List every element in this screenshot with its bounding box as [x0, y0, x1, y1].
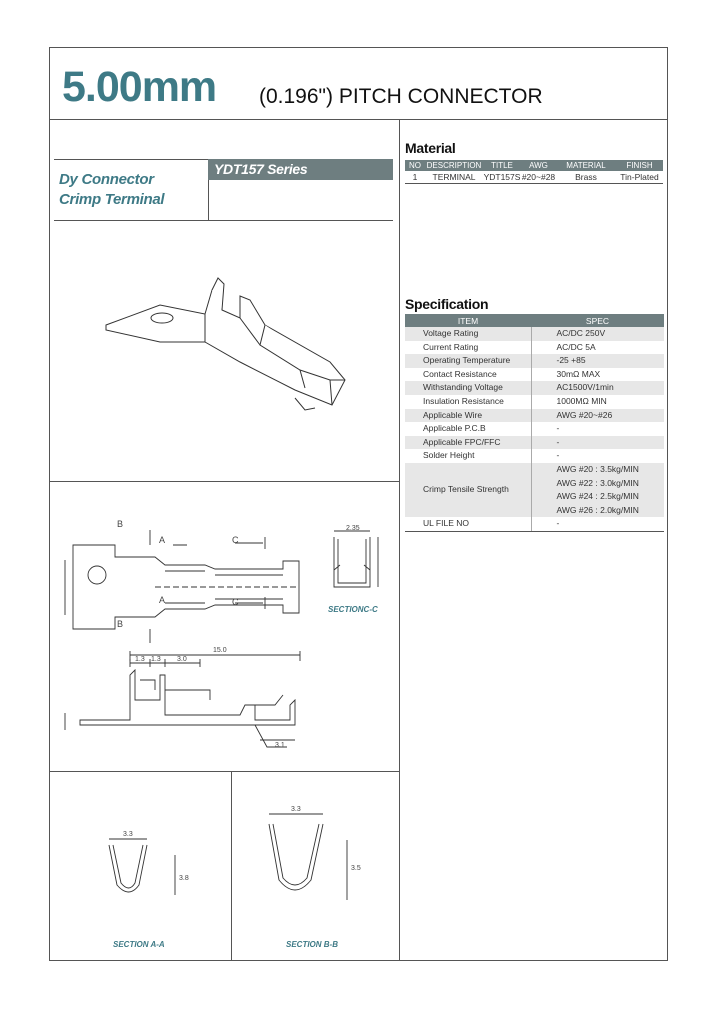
cell-material: Brass — [556, 171, 616, 184]
side-outline — [80, 670, 295, 725]
table-row — [405, 368, 664, 382]
table-row — [405, 381, 664, 395]
series-label: YDT157 Series — [208, 159, 393, 180]
dim-13a-label: 1.3 — [135, 656, 145, 663]
cell-title: YDT157S — [483, 172, 521, 182]
table-row — [405, 436, 664, 450]
table-row — [405, 409, 664, 423]
spec-item: Applicable P.C.B — [423, 423, 486, 434]
table-row — [405, 171, 663, 184]
spec-value: 30mΩ MAX — [531, 368, 664, 382]
product-box-bottom — [54, 220, 393, 221]
section-bb-dim — [269, 814, 347, 900]
table-row — [405, 327, 664, 341]
material-table — [405, 160, 663, 184]
section-bb-caption: SECTION B-B — [286, 940, 338, 949]
specification-title: Specification — [405, 296, 489, 312]
product-name: Dy Connector — [59, 171, 154, 188]
table-row — [405, 395, 664, 409]
label-b-top: B — [117, 519, 124, 529]
col-spec: SPEC — [531, 314, 664, 327]
label-b-bottom: B — [117, 619, 124, 629]
label-a-bottom: A — [159, 595, 166, 605]
spec-item: Contact Resistance — [423, 368, 497, 379]
col-no: NO — [405, 160, 425, 171]
spec-value: - — [531, 422, 664, 436]
material-header-row — [405, 160, 663, 171]
table-row — [405, 341, 664, 355]
specification-table — [405, 314, 664, 532]
dim-235-label: 2.35 — [346, 525, 360, 532]
spec-value: - — [531, 517, 664, 531]
tensile-line: AWG #22 : 3.0kg/MIN — [556, 477, 639, 488]
section-cc-profile — [334, 537, 370, 587]
spec-value: AC/DC 5A — [531, 341, 664, 355]
iso-view-bottom — [49, 481, 399, 482]
col-finish: FINISH — [616, 160, 663, 171]
cell-awg: #20~#28 — [521, 172, 556, 182]
spec-value: - — [531, 449, 664, 463]
section-cc-drawing — [320, 525, 390, 600]
spec-item: Applicable FPC/FFC — [405, 436, 531, 450]
col-item: ITEM — [405, 314, 531, 327]
cell-no: 1 — [405, 171, 425, 184]
label-c-bottom: C — [232, 597, 239, 607]
table-row — [405, 422, 664, 436]
section-a-mark — [150, 530, 187, 643]
material-title: Material — [405, 140, 456, 156]
dim-35-label: 3.5 — [351, 865, 361, 872]
terminal-tab — [106, 305, 210, 342]
section-bb-drawing — [255, 800, 365, 905]
table-row — [405, 517, 664, 531]
spec-item: Solder Height — [423, 450, 475, 461]
pitch-subtitle: (0.196") PITCH CONNECTOR — [259, 85, 543, 108]
product-type: Crimp Terminal — [59, 191, 165, 208]
spec-item: Current Rating — [423, 341, 479, 352]
plan-hole — [88, 566, 106, 584]
section-aa-drawing — [95, 825, 195, 905]
spec-value: AWG #20~#26 — [531, 409, 664, 423]
dim-15-label: 15.0 — [213, 647, 227, 654]
terminal-iso-drawing — [100, 270, 360, 420]
tensile-line: AWG #26 : 2.0kg/MIN — [556, 504, 639, 515]
dim-31-label: 3.1 — [275, 742, 285, 749]
plan-view-bottom — [49, 771, 399, 772]
spec-header-row — [405, 314, 664, 327]
spec-item: UL FILE NO — [405, 517, 531, 531]
section-cc-caption: SECTIONC-C — [328, 605, 378, 614]
spec-value: -25 +85 — [531, 354, 664, 368]
table-row — [405, 463, 664, 517]
col-awg: AWG — [521, 160, 556, 171]
label-c-top: C — [232, 535, 239, 545]
col-title: TITLE — [483, 160, 521, 171]
spec-item: Withstanding Voltage — [405, 381, 531, 395]
section-divider — [231, 771, 232, 961]
dim-38-label: 3.8 — [179, 875, 189, 882]
col-description: DESCRIPTION — [426, 161, 482, 170]
spec-value: - — [531, 436, 664, 450]
pitch-title: 5.00mm — [62, 63, 217, 111]
tensile-line: AWG #24 : 2.5kg/MIN — [556, 491, 639, 502]
col-material: MATERIAL — [556, 160, 616, 171]
spec-item: Crimp Tensile Strength — [405, 463, 531, 517]
label-a-top: A — [159, 535, 166, 545]
section-aa-caption: SECTION A-A — [113, 940, 165, 949]
spec-item: Operating Temperature — [405, 354, 531, 368]
dim-33a-label: 3.3 — [123, 831, 133, 838]
terminal-hole — [151, 313, 173, 323]
spec-item: Insulation Resistance — [423, 395, 504, 406]
dim-13b-label: 1.3 — [151, 656, 161, 663]
spec-value-list — [531, 463, 664, 517]
spec-value: 1000MΩ MIN — [531, 395, 664, 409]
dim-30-label: 3.0 — [177, 656, 187, 663]
tensile-line: AWG #20 : 3.5kg/MIN — [556, 463, 639, 474]
section-bb-profile — [269, 824, 323, 890]
cell-finish: Tin-Plated — [616, 171, 663, 184]
table-row — [405, 354, 664, 368]
cell-description: TERMINAL — [425, 171, 483, 184]
header-divider — [49, 119, 668, 120]
section-aa-profile — [109, 845, 147, 892]
spec-item: Voltage Rating — [405, 327, 531, 341]
left-panel-divider — [399, 119, 400, 961]
side-barrel — [140, 680, 283, 705]
spec-item: Applicable Wire — [405, 409, 531, 423]
table-row — [405, 449, 664, 463]
spec-value: AC/DC 250V — [531, 327, 664, 341]
terminal-lance — [295, 398, 315, 410]
spec-value: AC1500V/1min — [531, 381, 664, 395]
section-c-mark — [235, 537, 265, 609]
dim-33b-label: 3.3 — [291, 806, 301, 813]
section-cc-dim — [334, 531, 378, 587]
